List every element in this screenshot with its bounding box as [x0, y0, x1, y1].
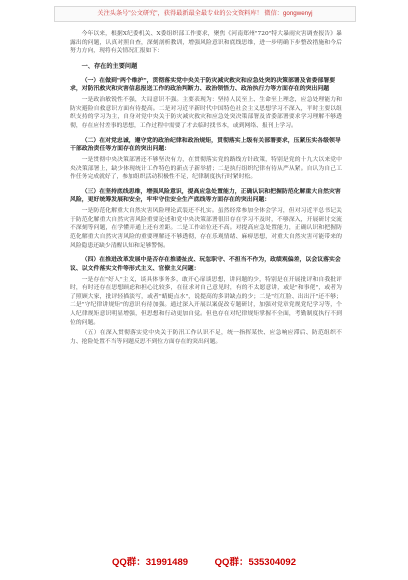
subsection-heading-2: （二）在对党忠诚，遵守党的政治纪律和政治规矩，贯彻落实上级有关部署要求，压紧压实各级领导干部政治责任等方面存在的突出问题： — [70, 136, 341, 153]
promo-banner: 关注头条号"公文研究"，获得最新最全最专业的公文资料库！ 微信：gongwenyj — [54, 6, 356, 22]
subsection-paragraph-5: （五）在深入贯彻落实党中央关于防汛工作认识不足，统一指挥某快、应急响应滞后、防范组织不力、抢险处置不当等问题反思不到位方面存在的突出问题。 — [70, 330, 342, 345]
subsection-heading-4: （四）在推进改革发展中是否存在推诿扯皮、玩忽职守、不担当不作为，政绩观偏差，以会议落实会议、以文件落实文件等形式主义、官僚主义问题： — [70, 256, 341, 272]
document-body — [70, 30, 342, 346]
subsection-paragraph-2: 一是贯彻中央决策部署还不够坚决有力，在贯彻落实党的路线方针政策，特别是党的十九大以来党中央决策部署上，缺少体现统计工作特色的新点子新举措；二是执行组织纪律有待从严从紧。自认为自己工作任务完成就好了，参加组织活动积极性不足，纪律制度执行时紧时松。 — [70, 156, 342, 181]
subsection-heading-3: （三）在坚持底线思维，增强风险意识，提高应急处置能力，正确认识和把握防范化解重大自然灾害风险，更好统筹发展和安全，牢牢守住安全生产底线等方面存在的突出问题： — [70, 187, 341, 204]
qq-group-1: QQ群：31991489 — [111, 557, 189, 568]
section-heading: 一、存在的主要问题 — [81, 62, 138, 70]
footer-contact — [0, 554, 408, 568]
subsection-paragraph-4: 一是存在"好人"主义，谈具体事务多，敢开心扉谈思想，讲问题的少，特别是在开展批评和自我批评时，有时还存在思想顾虑和担心比较多，在征求对自己意见时，有的不太愿意讲，或是"和事佬"，或者为了照顾大家，批评轻描淡写，或者"蜻蜓点水"，说提高的多讲缺点的少；二是"红红脸、出出汗"还不够；二是"守纪律讲规矩"的意识有待加强。通过深入开展以案促改专题研讨，加强对党章党规党纪学习等，个人纪律规矩意识明显增强，但思想和行动更加自觉。但也存在对纪律规矩掌握不全面，考勤制度执行不到位的问题。 — [70, 276, 342, 326]
qq-group-2: QQ群：535304092 — [214, 557, 297, 568]
subsection-heading-1: （一）在做到"两个维护"，贯彻落实党中央关于防灾减灾救灾和应急处突的决策部署及省委部署要求，对防汛救灾和灾害信息报送工作的政治判断力、政治领悟力、政治执行力等方面存在的突出问题 — [70, 76, 336, 93]
subsection-paragraph-3: 一是防范化解重大自然灾害风险理论武装还不扎实。虽然经常参加全体会学习，但对习近平总书记关于防范化解重大自然灾害风险重要论述和党中央决策部署很旧存在学习不及时，不够深入，开展研讨交流不深刻等问题，在学懂弄通上还有差距。二是工作站位还不高。对提高应急处置能力，正确认识和把握防范化解重大自然灾害风险的重要理解还不够透彻，存在乐观情绪、麻痹思想，对重大自然灾害可能带来的风险隐患还缺少清醒认知和足够警惕。 — [70, 208, 342, 249]
intro-paragraph: 今年以来，根据X纪委机关、X委组织部工作要求，聚焦《河南郑州"720"特大暴雨灾害调查报告》暴露出的问题，认真对照自查，深刻剖析教训，增强风险意识和底线思维，进一步明确下步整改措施和今后努力方向，现将有关情况汇报如下： — [70, 31, 342, 55]
subsection-paragraph-1: 一是政治敏锐性不强，大局意识不强。主要表现为：坚持人民至上、生命至上理念，应急处理能力和防灾避险自救意识方面有待提高。二是对习近平新时代中国特色社会主义思想学习不深入，平时主要以组织支持的学习为主，自身对党中央关于防灾减灾救灾和应急处突决策部署及省委部署要求学习理解不够透彻，存在应付差事的思想，工作过程中需要了才去临时找书本，或到网络、报刊上学习。 — [70, 97, 342, 129]
